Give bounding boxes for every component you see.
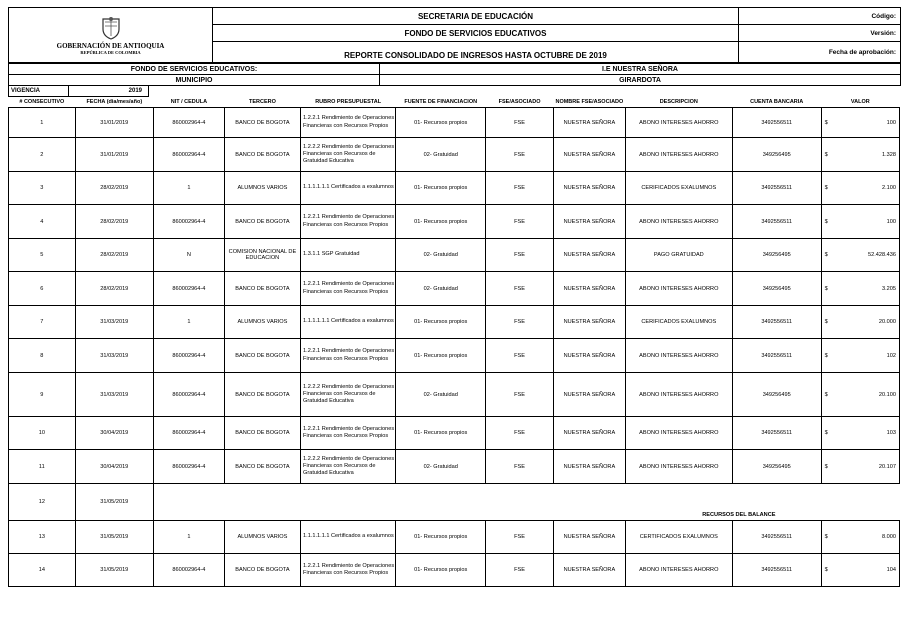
currency-symbol: $ [824, 567, 828, 573]
vigencia-label: VIGENCIA [9, 86, 69, 97]
cell-cuenta: 3492556511 [732, 205, 821, 239]
cell-consecutivo: 8 [9, 339, 76, 373]
cell-nit: 860002964-4 [153, 417, 224, 450]
col-valor: VALOR [850, 99, 870, 105]
amount: 20.000 [878, 319, 896, 325]
amount: 8.000 [882, 534, 896, 540]
cell-cuenta: 349256495 [732, 373, 821, 417]
info-block [8, 63, 901, 97]
cell-fse: FSE [486, 339, 554, 373]
col-descripcion: DESCRIPCION [659, 99, 698, 105]
cell-tercero: BANCO DE BOGOTA [224, 205, 300, 239]
currency-symbol: $ [824, 119, 828, 126]
cell-nombre-fse: NUESTRA SEÑORA [553, 450, 625, 484]
cell-nit: 1 [153, 521, 224, 554]
currency-symbol: $ [824, 430, 828, 436]
cell-consecutivo: 9 [9, 373, 76, 417]
amount: 102 [886, 352, 896, 359]
cell-consecutivo: 11 [9, 450, 76, 484]
cell-cuenta: 3492556511 [732, 108, 821, 138]
cell-cuenta: 3492556511 [732, 339, 821, 373]
cell-descripcion: PAGO GRATUIDAD [625, 239, 732, 272]
cell-tercero: BANCO DE BOGOTA [224, 108, 300, 138]
cell-consecutivo: 4 [9, 205, 76, 239]
report-sheet [8, 7, 900, 587]
cell-valor [821, 339, 899, 373]
col-fecha: FECHA (dia/mes/año) [86, 99, 143, 105]
cell-fse: FSE [486, 450, 554, 484]
cell-descripcion: ABONO INTERESES AHORRO [625, 373, 732, 417]
municipio-value: GIRARDOTA [380, 75, 901, 86]
cell-nit: N [153, 239, 224, 272]
cell-fecha: 30/04/2019 [75, 417, 153, 450]
cell-nombre-fse: NUESTRA SEÑORA [553, 172, 625, 205]
cell-fuente: 02- Gratuidad [396, 450, 486, 484]
cell-tercero: BANCO DE BOGOTA [224, 450, 300, 484]
cell-descripcion: ABONO INTERESES AHORRO [625, 450, 732, 484]
fondo-value: I.E NUESTRA SEÑORA [380, 64, 901, 75]
cell-rubro: 1.2.2.1 Rendimiento de Operaciones Financieras con Recursos Propios [301, 417, 396, 450]
amount: 3.205 [882, 285, 896, 292]
cell-nombre-fse: NUESTRA SEÑORA [553, 554, 625, 587]
cell-fuente: 01- Recursos propios [396, 554, 486, 587]
currency-symbol: $ [824, 463, 828, 470]
cell-cuenta: 3492556511 [732, 521, 821, 554]
cell-descripcion: ABONO INTERESES AHORRO [625, 108, 732, 138]
amount: 20.107 [878, 463, 896, 470]
cell-nit: 860002964-4 [153, 272, 224, 306]
cell-valor [821, 417, 899, 450]
amount: 100 [886, 218, 896, 225]
cell-fuente: 01- Recursos propios [396, 417, 486, 450]
amount: 1.328 [882, 151, 896, 158]
table-row [9, 108, 900, 138]
cell-valor [821, 205, 899, 239]
cell-consecutivo: 5 [9, 239, 76, 272]
cell-nit: 860002964-4 [153, 108, 224, 138]
cell-fuente: 01- Recursos propios [396, 306, 486, 339]
cell-fuente: 02- Gratuidad [396, 373, 486, 417]
table-row [9, 239, 900, 272]
version-label: Versión: [739, 25, 901, 42]
cell-fse: FSE [486, 554, 554, 587]
org-name: GOBERNACIÓN DE ANTIOQUIA [56, 41, 165, 50]
cell-fuente: 01- Recursos propios [396, 172, 486, 205]
cell-rubro: 1.2.2.1 Rendimiento de Operaciones Financieras con Recursos Propios [301, 108, 396, 138]
cell-rubro: 1.2.2.2 Rendimiento de Operaciones Financieras con Recursos de Gratuidad Educativa [301, 138, 396, 172]
cell-rubro: 1.1.1.1.1.1 Certificados a exalumnos [301, 172, 396, 205]
table-row [9, 450, 900, 484]
cell-fecha: 31/01/2019 [75, 108, 153, 138]
cell-fuente: 01- Recursos propios [396, 108, 486, 138]
cell-cuenta: 349256495 [732, 272, 821, 306]
cell-tercero: ALUMNOS VARIOS [224, 521, 300, 554]
cell-valor [821, 138, 899, 172]
table-row [9, 554, 900, 587]
cell-cuenta: 349256495 [732, 239, 821, 272]
cell-rubro: 1.2.2.1 Rendimiento de Operaciones Financieras con Recursos Propios [301, 339, 396, 373]
currency-symbol: $ [824, 534, 828, 540]
col-fse: FSE/ASOCIADO [498, 99, 541, 105]
cell-rubro: 1.1.1.1.1.1 Certificados a exalumnos [301, 521, 396, 554]
cell-fse: FSE [486, 205, 554, 239]
cell-nombre-fse: NUESTRA SEÑORA [553, 108, 625, 138]
cell-tercero: ALUMNOS VARIOS [224, 306, 300, 339]
cell-rubro: 1.2.2.1 Rendimiento de Operaciones Financieras con Recursos Propios [301, 272, 396, 306]
cell-nombre-fse: NUESTRA SEÑORA [553, 306, 625, 339]
cell-descripcion: CERIFICADOS EXALUMNOS [625, 172, 732, 205]
vigencia-value: 2019 [69, 86, 149, 97]
cell-fecha: 31/01/2019 [75, 138, 153, 172]
cell-fecha: 31/05/2019 [75, 484, 153, 521]
cell-tercero: ALUMNOS VARIOS [224, 172, 300, 205]
cell-nombre-fse: NUESTRA SEÑORA [553, 417, 625, 450]
table-row [9, 138, 900, 172]
cell-fse: FSE [486, 373, 554, 417]
col-rubro: RUBRO PRESUPUESTAL [315, 99, 382, 105]
cell-tercero: BANCO DE BOGOTA [224, 138, 300, 172]
cell-tercero: BANCO DE BOGOTA [224, 339, 300, 373]
cell-valor [821, 521, 899, 554]
cell-rubro: 1.2.2.1 Rendimiento de Operaciones Financieras con Recursos Propios [301, 205, 396, 239]
col-tercero: TERCERO [248, 99, 276, 105]
cell-fecha: 30/04/2019 [75, 450, 153, 484]
cell-tercero: BANCO DE BOGOTA [224, 417, 300, 450]
cell-fecha: 31/03/2019 [75, 306, 153, 339]
cell-descripcion: CERTIFICADOS EXALUMNOS [625, 521, 732, 554]
cell-valor [821, 239, 899, 272]
cell-rubro: 1.2.2.2 Rendimiento de Operaciones Financieras con Recursos de Gratuidad Educativa [301, 450, 396, 484]
cell-nit: 1 [153, 306, 224, 339]
table-row [9, 373, 900, 417]
currency-symbol: $ [824, 319, 828, 325]
cell-tercero: BANCO DE BOGOTA [224, 554, 300, 587]
cell-fuente: 02- Gratuidad [396, 272, 486, 306]
cell-valor [821, 450, 899, 484]
cell-descripcion: ABONO INTERESES AHORRO [625, 339, 732, 373]
cell-cuenta: 349256495 [732, 450, 821, 484]
cell-cuenta: 3492556511 [732, 554, 821, 587]
ingresos-table [8, 97, 900, 587]
table-row [9, 417, 900, 450]
currency-symbol: $ [824, 391, 828, 398]
table-row [9, 172, 900, 205]
cell-consecutivo: 13 [9, 521, 76, 554]
col-consecutivo: # CONSECUTIVO [19, 99, 65, 105]
cell-tercero: BANCO DE BOGOTA [224, 272, 300, 306]
cell-consecutivo: 2 [9, 138, 76, 172]
cell-fse: FSE [486, 306, 554, 339]
cell-nombre-fse: NUESTRA SEÑORA [553, 373, 625, 417]
cell-consecutivo: 7 [9, 306, 76, 339]
cell-consecutivo: 1 [9, 108, 76, 138]
cell-nombre-fse: NUESTRA SEÑORA [553, 521, 625, 554]
cell-nit: 860002964-4 [153, 554, 224, 587]
cell-fecha: 31/03/2019 [75, 373, 153, 417]
cell-fuente: 02- Gratuidad [396, 138, 486, 172]
currency-symbol: $ [824, 352, 828, 359]
col-nit: NIT / CEDULA [170, 99, 208, 105]
cell-nit: 1 [153, 172, 224, 205]
table-row [9, 205, 900, 239]
cell-descripcion: ABONO INTERESES AHORRO [625, 417, 732, 450]
cell-valor [821, 272, 899, 306]
cell-fse: FSE [486, 172, 554, 205]
amount: 103 [886, 430, 896, 436]
column-header-row [9, 97, 900, 108]
table-body [9, 108, 900, 587]
report-title: REPORTE CONSOLIDADO DE INGRESOS HASTA OCTUBRE DE 2019 [213, 42, 739, 63]
municipio-label: MUNICIPIO [9, 75, 380, 86]
cell-fecha: 28/02/2019 [75, 272, 153, 306]
cell-descripcion: CERIFICADOS EXALUMNOS [625, 306, 732, 339]
cell-consecutivo: 12 [9, 484, 76, 521]
cell-cuenta: 3492556511 [732, 417, 821, 450]
cell-fecha: 28/02/2019 [75, 172, 153, 205]
cell-consecutivo: 6 [9, 272, 76, 306]
cell-consecutivo: 3 [9, 172, 76, 205]
cell-fse: FSE [486, 521, 554, 554]
balance-note: RECURSOS DEL BALANCE [702, 512, 776, 518]
cell-fecha: 28/02/2019 [75, 205, 153, 239]
report-header [8, 7, 901, 63]
title-fondo: FONDO DE SERVICIOS EDUCATIVOS [213, 25, 739, 42]
currency-symbol: $ [824, 285, 828, 292]
cell-fse: FSE [486, 417, 554, 450]
cell-consecutivo: 10 [9, 417, 76, 450]
col-fuente: FUENTE DE FINANCIACION [404, 99, 478, 105]
title-secretaria: SECRETARIA DE EDUCACIÓN [213, 8, 739, 25]
coat-of-arms-icon [100, 16, 122, 40]
cell-nit: 860002964-4 [153, 339, 224, 373]
cell-valor [821, 373, 899, 417]
amount: 2.100 [882, 185, 896, 191]
cell-descripcion: ABONO INTERESES AHORRO [625, 205, 732, 239]
table-row [9, 521, 900, 554]
cell-fse: FSE [486, 108, 554, 138]
cell-fecha: 31/05/2019 [75, 554, 153, 587]
cell-nombre-fse: NUESTRA SEÑORA [553, 138, 625, 172]
cell-fecha: 28/02/2019 [75, 239, 153, 272]
cell-fecha: 31/05/2019 [75, 521, 153, 554]
currency-symbol: $ [824, 218, 828, 225]
col-nombre: NOMBRE FSE/ASOCIADO [555, 99, 624, 105]
table-row [9, 339, 900, 373]
cell-nombre-fse: NUESTRA SEÑORA [553, 339, 625, 373]
cell-cuenta: 3492556511 [732, 306, 821, 339]
cell-nit: 860002964-4 [153, 450, 224, 484]
cell-rubro: 1.2.2.1 Rendimiento de Operaciones Financieras con Recursos Propios [301, 554, 396, 587]
org-subtitle: REPÚBLICA DE COLOMBIA [80, 49, 141, 55]
cell-cuenta: 3492556511 [732, 172, 821, 205]
cell-rubro: 1.1.1.1.1.1 Certificados a exalumnos [301, 306, 396, 339]
cell-rubro: 1.3.1.1 SGP Gratuidad [301, 239, 396, 272]
cell-descripcion: ABONO INTERESES AHORRO [625, 272, 732, 306]
fondo-label: FONDO DE SERVICIOS EDUCATIVOS: [9, 64, 380, 75]
cell-nombre-fse: NUESTRA SEÑORA [553, 272, 625, 306]
cell-valor [821, 306, 899, 339]
amount: 100 [886, 119, 896, 126]
cell-fuente: 01- Recursos propios [396, 521, 486, 554]
cell-valor [821, 554, 899, 587]
cell-nit: 860002964-4 [153, 138, 224, 172]
fecha-aprobacion-label: Fecha de aprobación: [739, 42, 901, 63]
cell-descripcion: ABONO INTERESES AHORRO [625, 554, 732, 587]
cell-fuente: 01- Recursos propios [396, 339, 486, 373]
cell-valor [821, 172, 899, 205]
table-row [9, 306, 900, 339]
cell-descripcion: ABONO INTERESES AHORRO [625, 138, 732, 172]
table-row [9, 484, 900, 521]
cell-nombre-fse: NUESTRA SEÑORA [553, 205, 625, 239]
cell-nit: 860002964-4 [153, 373, 224, 417]
cell-fse: FSE [486, 272, 554, 306]
cell-nit: 860002964-4 [153, 205, 224, 239]
cell-tercero: COMISION NACIONAL DE EDUCACION [224, 239, 300, 272]
logo-block [9, 8, 213, 63]
cell-valor [821, 108, 899, 138]
cell-fse: FSE [486, 138, 554, 172]
col-cuenta: CUENTA BANCARIA [750, 99, 804, 105]
amount: 104 [886, 567, 896, 573]
currency-symbol: $ [824, 151, 828, 158]
codigo-label: Código: [739, 8, 901, 25]
cell-fuente: 01- Recursos propios [396, 205, 486, 239]
table-row [9, 272, 900, 306]
cell-fse: FSE [486, 239, 554, 272]
cell-nombre-fse: NUESTRA SEÑORA [553, 239, 625, 272]
currency-symbol: $ [824, 185, 828, 191]
currency-symbol: $ [824, 252, 828, 258]
cell-consecutivo: 14 [9, 554, 76, 587]
cell-cuenta: 349256495 [732, 138, 821, 172]
amount: 20.100 [878, 391, 896, 398]
amount: 52.428.436 [868, 252, 896, 258]
cell-fuente: 02- Gratuidad [396, 239, 486, 272]
cell-fecha: 31/03/2019 [75, 339, 153, 373]
cell-tercero: BANCO DE BOGOTA [224, 373, 300, 417]
cell-rubro: 1.2.2.2 Rendimiento de Operaciones Financieras con Recursos de Gratuidad Educativa [301, 373, 396, 417]
